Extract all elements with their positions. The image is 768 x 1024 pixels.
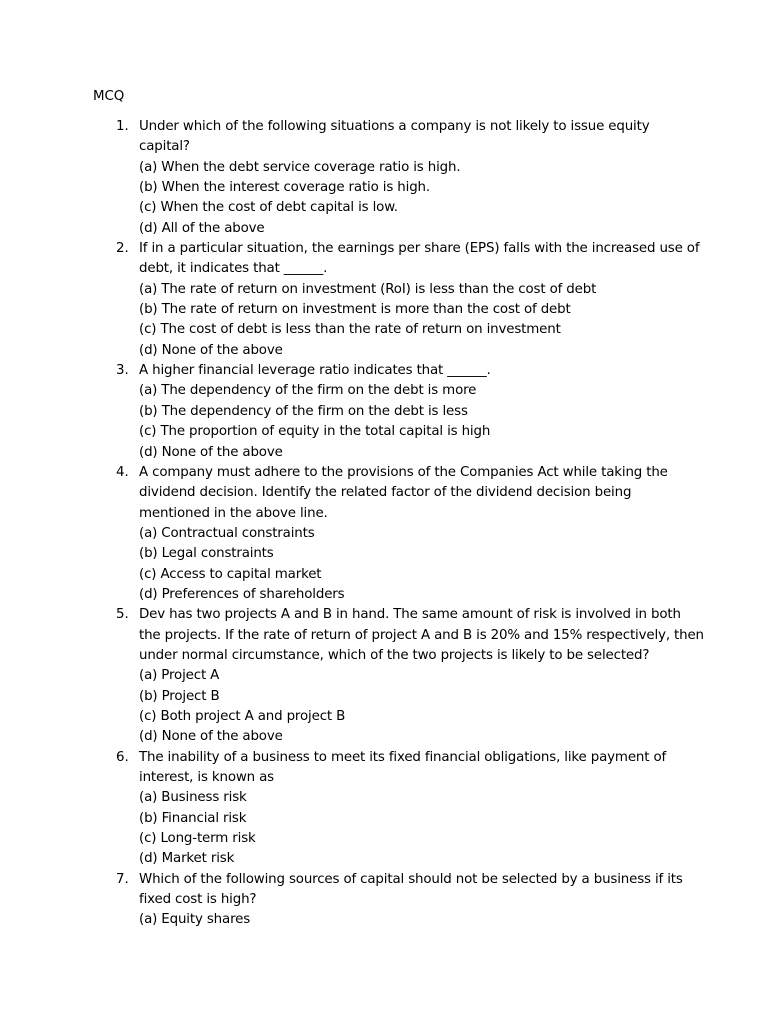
answer-option: (d) Preferences of shareholders xyxy=(139,586,345,602)
question-number: 3. xyxy=(116,363,129,379)
answer-option: (a) The rate of return on investment (RoI) is less than the cost of debt xyxy=(139,281,597,297)
question-number: 1. xyxy=(116,119,129,134)
answer-option: (c) When the cost of debt capital is low. xyxy=(139,200,398,216)
answer-option: (b) Financial risk xyxy=(139,810,247,826)
answer-option: (c) Both project A and project B xyxy=(139,708,346,724)
answer-option: (a) When the debt service coverage ratio is high. xyxy=(139,159,461,175)
question-text-line: capital? xyxy=(139,139,190,155)
question-list xyxy=(93,117,704,931)
question-text-line: If in a particular situation, the earnings per share (EPS) falls with the increased use of xyxy=(139,241,700,257)
question-item xyxy=(93,361,693,463)
question-number: 7. xyxy=(116,871,129,887)
answer-option: (a) Business risk xyxy=(139,790,247,806)
answer-option: (a) The dependency of the firm on the debt is more xyxy=(139,383,477,399)
question-number: 4. xyxy=(116,464,129,480)
question-item xyxy=(93,748,693,870)
question-text-line: The inability of a business to meet its fixed financial obligations, like payment of xyxy=(139,749,667,765)
question-text-line: fixed cost is high? xyxy=(139,892,257,908)
question-number: 5. xyxy=(116,607,129,623)
question-text-line: the projects. If the rate of return of project A and B is 20% and 15% respectively, then xyxy=(139,627,704,643)
question-text-line: Dev has two projects A and B in hand. The same amount of risk is involved in both xyxy=(139,607,681,623)
answer-option: (d) None of the above xyxy=(139,729,283,745)
answer-option: (a) Equity shares xyxy=(139,912,251,928)
answer-option: (b) Legal constraints xyxy=(139,546,274,562)
answer-option: (c) The cost of debt is less than the rate of return on investment xyxy=(139,322,561,338)
answer-option: (a) Contractual constraints xyxy=(139,525,315,541)
question-text-line: Which of the following sources of capital should not be selected by a business if its xyxy=(139,871,683,887)
question-text-line: mentioned in the above line. xyxy=(139,505,328,521)
answer-option: (b) The dependency of the firm on the debt is less xyxy=(139,403,468,419)
question-item xyxy=(93,605,704,747)
answer-option: (d) None of the above xyxy=(139,342,283,358)
question-text-line: A higher financial leverage ratio indicates that ______. xyxy=(139,363,491,379)
answer-option: (d) All of the above xyxy=(139,220,265,236)
question-text-line: debt, it indicates that ______. xyxy=(139,261,328,277)
question-number: 6. xyxy=(116,749,129,765)
answer-option: (a) Project A xyxy=(139,668,220,684)
answer-option: (c) Access to capital market xyxy=(139,566,322,582)
question-text-line: interest, is known as xyxy=(139,770,274,785)
answer-option: (d) Market risk xyxy=(139,851,235,867)
question-text-line: Under which of the following situations a company is not likely to issue equity xyxy=(139,119,650,134)
question-item xyxy=(93,463,693,605)
answer-option: (c) The proportion of equity in the total capital is high xyxy=(139,424,491,440)
question-item xyxy=(93,870,693,931)
answer-option: (d) None of the above xyxy=(139,444,283,460)
answer-option: (b) Project B xyxy=(139,688,220,704)
answer-option: (c) Long-term risk xyxy=(139,831,256,847)
answer-option: (b) When the interest coverage ratio is high. xyxy=(139,180,430,196)
question-text-line: under normal circumstance, which of the two projects is likely to be selected? xyxy=(139,647,650,663)
question-item xyxy=(93,239,700,361)
question-text-line: dividend decision. Identify the related factor of the dividend decision being xyxy=(139,485,632,501)
answer-option: (b) The rate of return on investment is more than the cost of debt xyxy=(139,302,571,318)
question-text-line: A company must adhere to the provisions of the Companies Act while taking the xyxy=(139,464,668,480)
page-heading: MCQ xyxy=(93,89,125,104)
question-number: 2. xyxy=(116,241,129,257)
question-item xyxy=(93,117,693,239)
